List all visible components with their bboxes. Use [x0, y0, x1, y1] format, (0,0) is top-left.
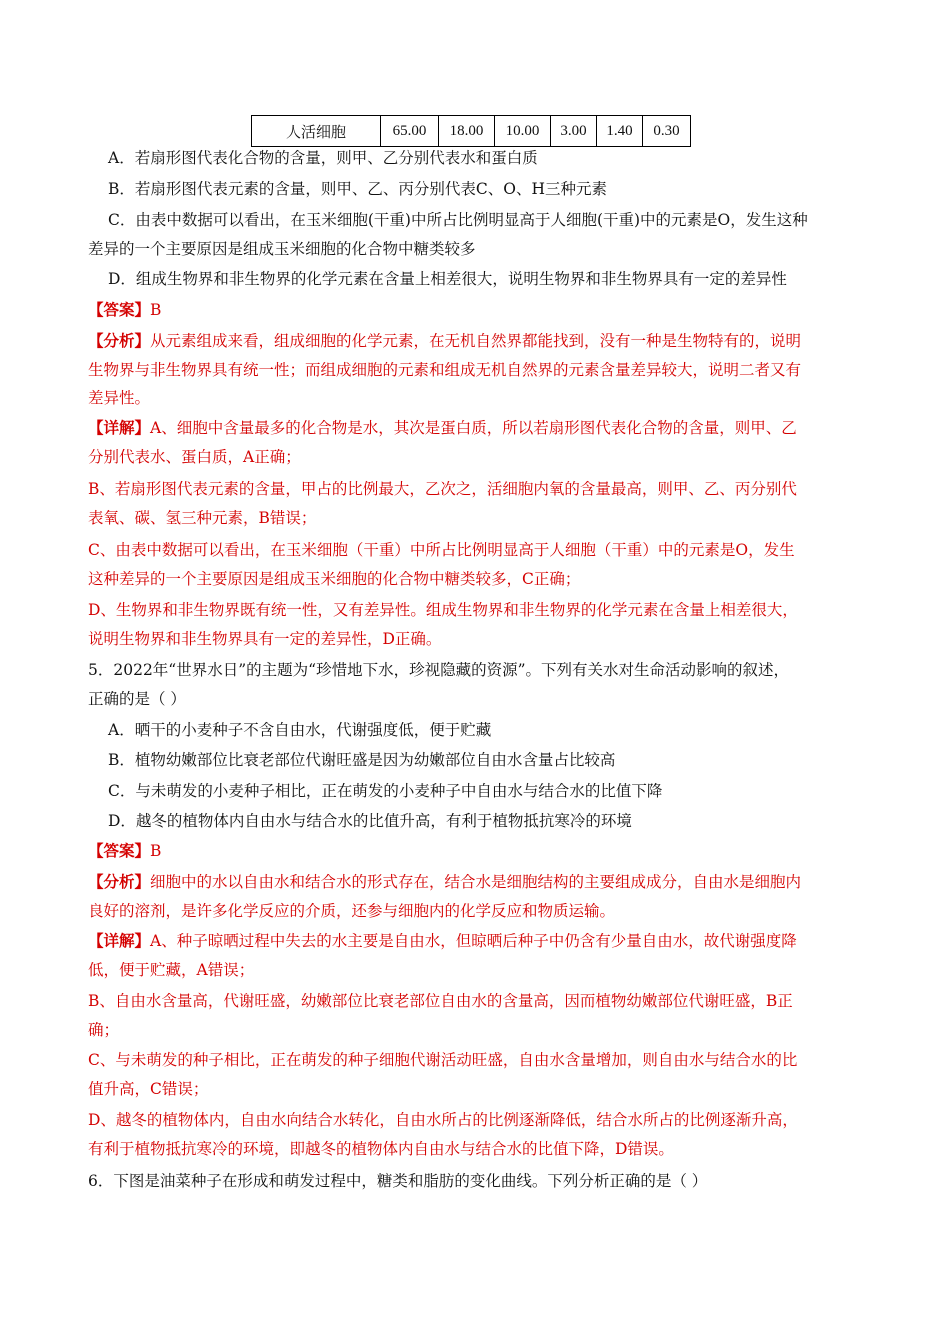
table-cell: 65.00	[381, 116, 439, 147]
q4-analysis-line: 生物界与非生物界具有统一性；而组成细胞的元素和组成无机自然界的元素含量差异较大，说明二者又有	[88, 361, 802, 379]
answer-value: B	[150, 301, 162, 319]
q5-option-a: A．晒干的小麦种子不含自由水，代谢强度低，便于贮藏	[108, 721, 492, 739]
q5-detail-line: C、与未萌发的种子相比，正在萌发的种子细胞代谢活动旺盛，自由水含量增加，则自由水与结合水的比	[88, 1051, 798, 1069]
analysis-tag: 【分析】	[88, 331, 151, 350]
q4-detail-line: C、由表中数据可以看出，在玉米细胞（干重）中所占比例明显高于人细胞（干重）中的元素是O，发生	[88, 541, 795, 559]
table-row	[252, 116, 691, 147]
q5-detail-line: B、自由水含量高，代谢旺盛，幼嫩部位比衰老部位自由水的含量高，因而植物幼嫩部位代谢旺盛，B正	[88, 992, 793, 1010]
q4-option-c: C．由表中数据可以看出，在玉米细胞(干重)中所占比例明显高于人细胞(干重)中的元素是O，发生这种	[108, 211, 808, 229]
q5-detail-line: 有利于植物抵抗寒冷的环境，即越冬的植物体内自由水与结合水的比值下降，D错误。	[88, 1140, 674, 1158]
q5-option-b: B．植物幼嫩部位比衰老部位代谢旺盛是因为幼嫩部位自由水含量占比较高	[108, 751, 616, 769]
q5-detail-line: 确；	[88, 1021, 120, 1039]
detail-text: A、种子晾晒过程中失去的水主要是自由水，但晾晒后种子中仍含有少量自由水，故代谢强度降	[150, 932, 797, 950]
q5-analysis-line: 良好的溶剂，是许多化学反应的介质，还参与细胞内的化学反应和物质运输。	[88, 902, 616, 920]
table-cell: 1.40	[597, 116, 643, 147]
q4-detail	[88, 418, 797, 438]
q5-detail	[88, 931, 797, 951]
detail-tag: 【详解】	[88, 418, 151, 437]
q4-detail-line: 表氧、碳、氢三种元素，B错误；	[88, 509, 317, 527]
q4-analysis-line: 差异性。	[88, 389, 151, 407]
q5-analysis	[88, 872, 801, 892]
q5-answer	[88, 841, 161, 861]
table-cell: 18.00	[439, 116, 495, 147]
q4-answer	[88, 300, 161, 320]
q5-detail-line: D、越冬的植物体内，自由水向结合水转化，自由水所占的比例逐渐降低，结合水所占的比例逐渐升高，	[88, 1111, 798, 1129]
q4-analysis	[88, 331, 801, 351]
q5-stem: 5．2022年“世界水日”的主题为“珍惜地下水，珍视隐藏的资源”。下列有关水对生命活动影响的叙述，	[88, 661, 790, 679]
detail-text: A、细胞中含量最多的化合物是水，其次是蛋白质，所以若扇形图代表化合物的含量，则甲、乙	[150, 419, 797, 437]
analysis-text: 从元素组成来看，组成细胞的化学元素，在无机自然界都能找到，没有一种是生物特有的，说明	[150, 332, 802, 350]
table-cell: 0.30	[643, 116, 691, 147]
analysis-text: 细胞中的水以自由水和结合水的形式存在，结合水是细胞结构的主要组成成分，自由水是细胞内	[150, 873, 802, 891]
detail-tag: 【详解】	[88, 931, 151, 950]
table-cell: 3.00	[551, 116, 597, 147]
q5-detail-line: 值升高，C错误；	[88, 1080, 209, 1098]
q4-detail-line: 说明生物界和非生物界具有一定的差异性，D正确。	[88, 630, 442, 648]
q5-detail-line: 低，便于贮藏，A错误；	[88, 961, 255, 979]
answer-tag: 【答案】	[88, 300, 151, 319]
q4-option-c-cont: 差异的一个主要原因是组成玉米细胞的化合物中糖类较多	[88, 240, 476, 258]
q5-option-c: C．与未萌发的小麦种子相比，正在萌发的小麦种子中自由水与结合水的比值下降	[108, 782, 663, 800]
q4-option-d: D．组成生物界和非生物界的化学元素在含量上相差很大，说明生物界和非生物界具有一定的差异性	[108, 270, 787, 288]
answer-value: B	[150, 842, 162, 860]
q5-option-d: D．越冬的植物体内自由水与结合水的比值升高，有利于植物抵抗寒冷的环境	[108, 812, 632, 830]
q4-detail-line: 分别代表水、蛋白质，A正确；	[88, 448, 301, 466]
q4-option-a: A．若扇形图代表化合物的含量，则甲、乙分别代表水和蛋白质	[108, 149, 538, 167]
answer-tag: 【答案】	[88, 841, 151, 860]
q4-option-b: B．若扇形图代表元素的含量，则甲、乙、丙分别代表C、O、H三种元素	[108, 180, 607, 198]
q4-detail-line: D、生物界和非生物界既有统一性，又有差异性。组成生物界和非生物界的化学元素在含量上相差很大，	[88, 601, 798, 619]
table-cell: 人活细胞	[252, 116, 381, 147]
q4-detail-line: B、若扇形图代表元素的含量，甲占的比例最大，乙次之，活细胞内氧的含量最高，则甲、乙、丙分别代	[88, 480, 797, 498]
q4-detail-line: 这种差异的一个主要原因是组成玉米细胞的化合物中糖类较多，C正确；	[88, 570, 581, 588]
data-table	[251, 115, 691, 147]
q5-stem-cont: 正确的是（ ）	[88, 690, 186, 708]
table-cell: 10.00	[495, 116, 551, 147]
analysis-tag: 【分析】	[88, 872, 151, 891]
q6-stem: 6．下图是油菜种子在形成和萌发过程中，糖类和脂肪的变化曲线。下列分析正确的是（ ）	[88, 1172, 708, 1190]
